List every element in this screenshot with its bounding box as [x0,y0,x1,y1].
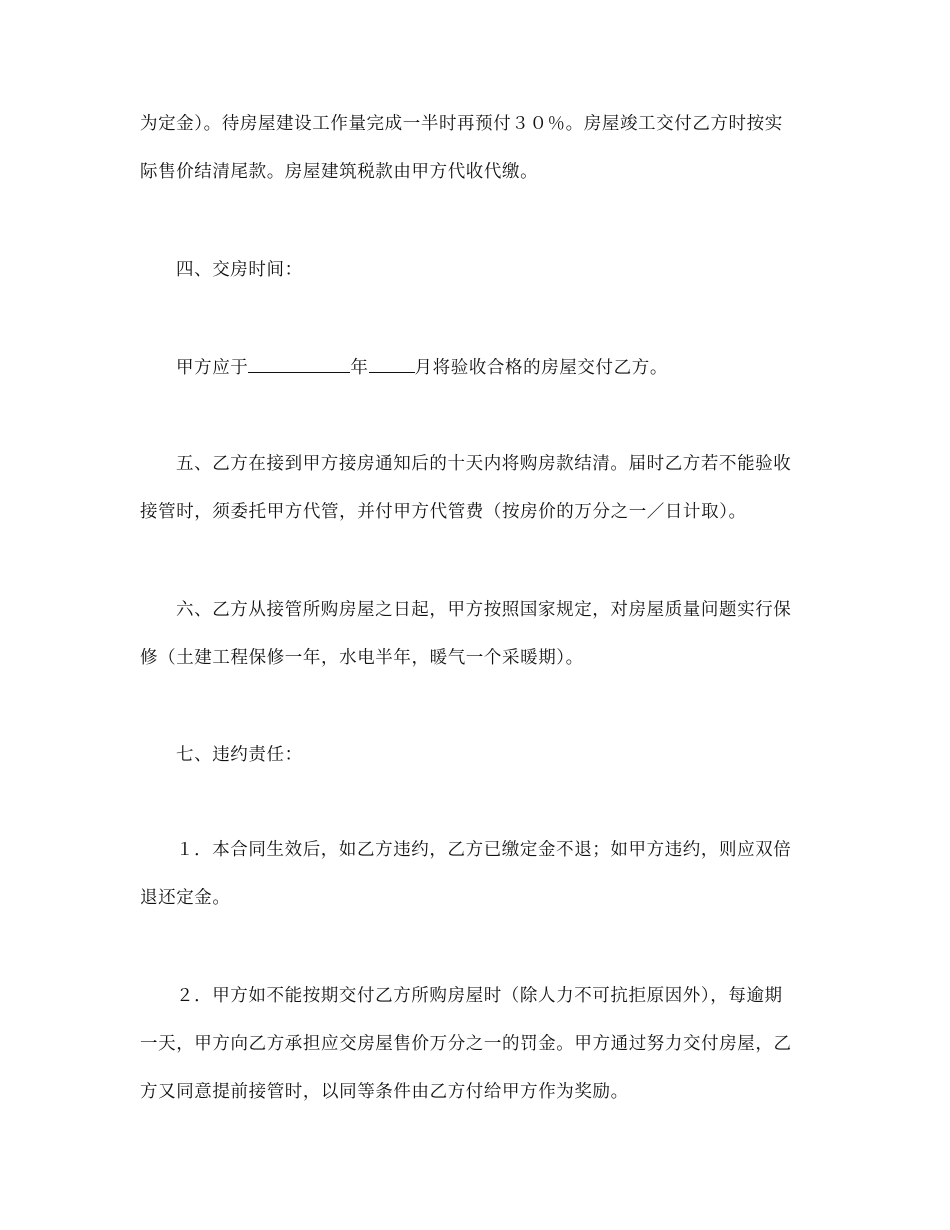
breach-item-2-line: ２．甲方如不能按期交付乙方所购房屋时（除人力不可抗拒原因外），每逾期 [176,986,783,1006]
section-six-line: 修（土建工程保修一年，水电半年，暖气一个采暖期）。 [140,648,584,668]
section-six-line: 六、乙方从接管所购房屋之日起，甲方按照国家规定，对房屋质量问题实行保 [176,600,792,620]
breach-item-2-line: 方又同意提前接管时，以同等条件由乙方付给甲方作为奖励。 [140,1082,629,1102]
section-heading-breach-liability: 七、违约责任： [176,745,303,765]
delivery-prefix: 甲方应于 [176,358,249,378]
year-label: 年 [350,358,369,378]
paragraph-line: 为定金）。待房屋建设工作量完成一半时再预付３０％。房屋竣工交付乙方时按实 [140,114,783,134]
breach-item-2-line: 一天，甲方向乙方承担应交房屋售价万分之一的罚金。甲方通过努力交付房屋，乙 [140,1034,792,1054]
delivery-date-paragraph [176,354,820,380]
section-heading-delivery-time: 四、交房时间： [176,260,303,280]
year-blank-field [248,354,350,373]
breach-item-1-line: 退还定金。 [140,888,231,908]
month-blank-field [369,354,415,373]
section-five-line: 五、乙方在接到甲方接房通知后的十天内将购房款结清。届时乙方若不能验收 [176,454,792,474]
section-five-line: 接管时，须委托甲方代管，并付甲方代管费（按房价的万分之一／日计取）。 [140,502,747,522]
paragraph-line: 际售价结清尾款。房屋建筑税款由甲方代收代缴。 [140,162,539,182]
delivery-suffix: 月将验收合格的房屋交付乙方。 [414,358,668,378]
breach-item-1-line: １．本合同生效后，如乙方违约，乙方已缴定金不退；如甲方违约，则应双倍 [176,840,792,860]
